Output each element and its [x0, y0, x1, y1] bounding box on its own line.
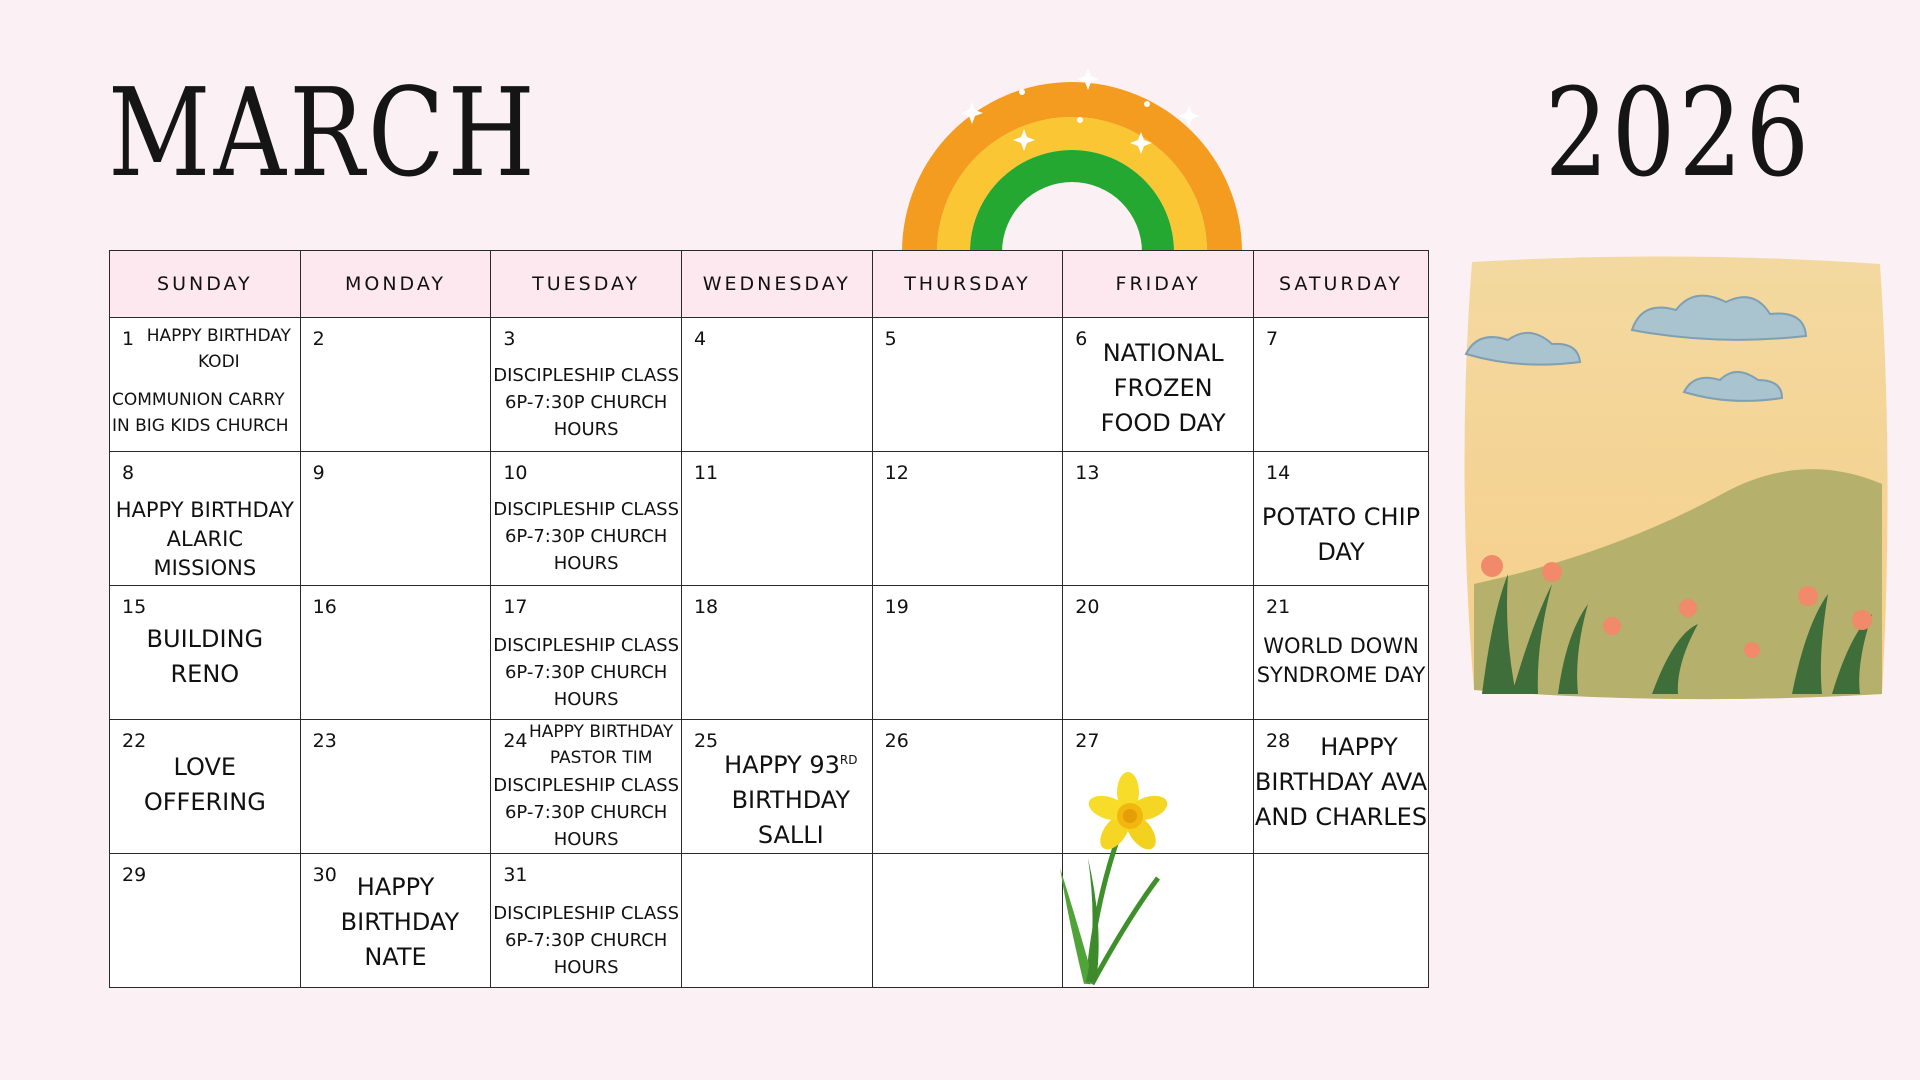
day-event: MISSIONS	[153, 556, 257, 580]
day-number: 2	[312, 328, 325, 350]
day-event	[716, 748, 866, 852]
day-number: 9	[312, 462, 325, 484]
day-number: 12	[884, 462, 909, 484]
day-event: DISCIPLESHIP CLASS 6P-7:30P CHURCH HOURS	[493, 635, 680, 710]
day-event: WORLD DOWN SYNDROME DAY	[1256, 634, 1426, 688]
day-cell	[681, 452, 872, 586]
day-cell	[110, 854, 301, 988]
day-cell	[872, 854, 1063, 988]
day-number: 7	[1266, 328, 1279, 350]
day-cell	[1254, 318, 1429, 452]
day-cell	[1254, 452, 1429, 586]
calendar-grid	[109, 250, 1429, 988]
day-cell	[1254, 586, 1429, 720]
day-number: 30	[312, 864, 337, 886]
day-cell	[300, 586, 491, 720]
day-number: 25	[693, 730, 719, 752]
day-number: 3	[503, 328, 516, 350]
day-number: 4	[693, 328, 707, 350]
weekday-monday: MONDAY	[300, 251, 491, 318]
weekday-sunday: SUNDAY	[110, 251, 301, 318]
day-number: 28	[1266, 730, 1291, 752]
day-cell	[681, 854, 872, 988]
day-event: HAPPY BIRTHDAY PASTOR TIM	[529, 722, 674, 768]
day-number: 16	[312, 596, 337, 618]
day-cell	[491, 318, 682, 452]
day-number: 17	[503, 596, 528, 618]
day-number: 26	[884, 730, 909, 752]
day-number: 20	[1075, 596, 1100, 618]
day-event: LOVE OFFERING	[143, 753, 266, 816]
day-event: POTATO CHIP DAY	[1261, 503, 1421, 566]
day-event: DISCIPLESHIP CLASS 6P-7:30P CHURCH HOURS	[493, 903, 680, 978]
day-cell	[1063, 318, 1254, 452]
day-event: DISCIPLESHIP CLASS 6P-7:30P CHURCH HOURS	[493, 775, 680, 850]
day-cell	[491, 720, 682, 854]
day-number: 1	[122, 328, 135, 350]
day-cell	[872, 720, 1063, 854]
day-cell	[1063, 452, 1254, 586]
day-cell	[110, 720, 301, 854]
day-cell	[300, 720, 491, 854]
day-event: HAPPY BIRTHDAY AVA AND CHARLES	[1254, 733, 1428, 831]
weekday-friday: FRIDAY	[1063, 251, 1254, 318]
day-event-part: HAPPY 93	[724, 751, 840, 779]
weekday-header-row	[110, 251, 1429, 318]
day-event: COMMUNION CARRY IN BIG KIDS CHURCH	[112, 390, 289, 436]
week-row	[110, 318, 1429, 452]
day-event: DISCIPLESHIP CLASS 6P-7:30P CHURCH HOURS	[493, 365, 680, 440]
week-row	[110, 452, 1429, 586]
weekday-thursday: THURSDAY	[872, 251, 1063, 318]
day-cell	[1254, 854, 1429, 988]
day-number: 15	[122, 596, 147, 618]
day-cell	[681, 318, 872, 452]
day-cell	[300, 452, 491, 586]
day-cell	[110, 586, 301, 720]
day-cell	[872, 452, 1063, 586]
day-number: 18	[693, 596, 719, 618]
weekday-wednesday: WEDNESDAY	[681, 251, 872, 318]
day-event: NATIONAL FROZEN FOOD DAY	[1100, 339, 1226, 437]
day-cell	[110, 452, 301, 586]
landscape-illustration	[1462, 254, 1890, 702]
week-row	[110, 854, 1429, 988]
day-event: BUILDING RENO	[146, 625, 264, 688]
day-number: 19	[884, 596, 909, 618]
day-event: HAPPY BIRTHDAY KODI	[146, 326, 291, 372]
day-number: 5	[884, 328, 897, 350]
rainbow-icon	[902, 52, 1242, 252]
weekday-tuesday: TUESDAY	[491, 251, 682, 318]
daffodil-icon	[1058, 768, 1188, 986]
day-event: HAPPY BIRTHDAY NATE	[340, 873, 460, 971]
day-event-part: BIRTHDAY SALLI	[731, 785, 851, 849]
day-event: HAPPY BIRTHDAY ALARIC	[115, 498, 294, 552]
day-cell	[681, 720, 872, 854]
day-number: 6	[1075, 328, 1088, 350]
day-cell	[681, 586, 872, 720]
day-number: 13	[1075, 462, 1100, 484]
day-cell	[1063, 586, 1254, 720]
day-event: DISCIPLESHIP CLASS 6P-7:30P CHURCH HOURS	[493, 499, 680, 574]
ordinal-suffix: RD	[839, 753, 858, 767]
week-row	[110, 586, 1429, 720]
day-number: 11	[693, 462, 719, 484]
day-number: 27	[1075, 730, 1100, 752]
day-cell	[491, 854, 682, 988]
day-cell	[110, 318, 301, 452]
weekday-saturday: SATURDAY	[1254, 251, 1429, 318]
day-number: 22	[122, 730, 147, 752]
month-title: MARCH	[108, 62, 539, 204]
day-cell	[300, 854, 491, 988]
year-title: 2026	[1544, 62, 1812, 204]
day-number: 24	[503, 730, 528, 752]
day-cell	[491, 452, 682, 586]
day-number: 8	[122, 462, 135, 484]
day-number: 14	[1266, 462, 1291, 484]
day-cell	[872, 586, 1063, 720]
day-cell	[491, 586, 682, 720]
day-number: 21	[1266, 596, 1291, 618]
day-cell	[300, 318, 491, 452]
week-row	[110, 720, 1429, 854]
day-cell	[1254, 720, 1429, 854]
day-number: 31	[503, 864, 528, 886]
day-cell	[872, 318, 1063, 452]
day-number: 10	[503, 462, 528, 484]
day-number: 23	[312, 730, 337, 752]
day-number: 29	[122, 864, 147, 886]
